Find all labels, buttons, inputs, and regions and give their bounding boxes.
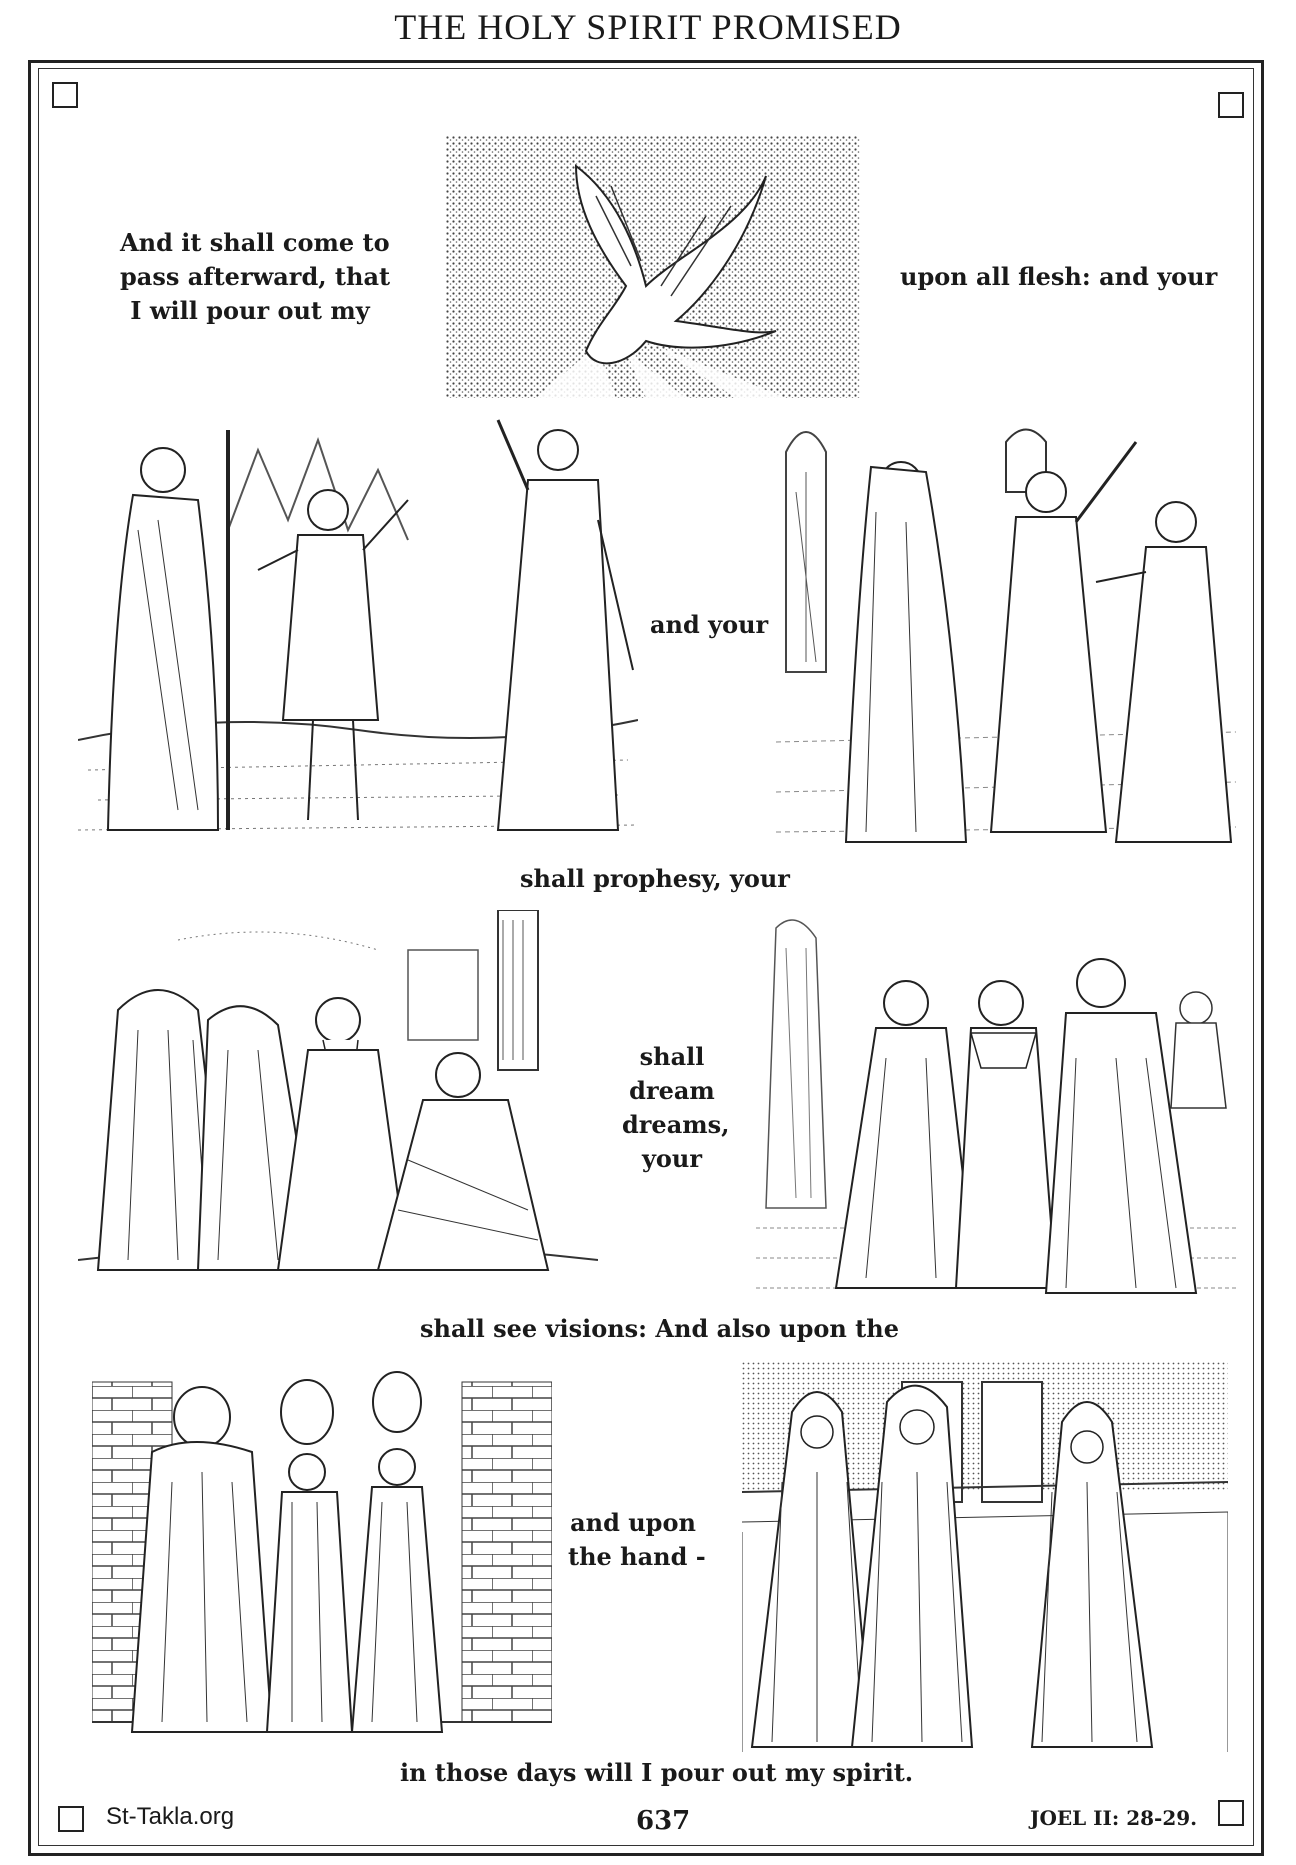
dove-icon (446, 136, 860, 398)
verse-shall-see-visions: shall see visions: And also upon the (420, 1314, 899, 1343)
verse-dream-line-2: dream (629, 1076, 715, 1105)
corner-ornament-top-right (1218, 92, 1244, 118)
handmaidens-icon (742, 1362, 1228, 1752)
page-number: 637 (636, 1806, 691, 1836)
verse-intro (120, 226, 391, 328)
young-men-visions-icon (756, 908, 1236, 1298)
verse-hand-line-2: the hand - (568, 1542, 706, 1571)
old-men-dreaming-icon (78, 910, 598, 1290)
verse-intro-line-3: I will pour out my (130, 296, 370, 325)
corner-ornament-bottom-left (58, 1806, 84, 1832)
verse-final-line: in those days will I pour out my spirit. (400, 1758, 914, 1787)
corner-ornament-bottom-right (1218, 1800, 1244, 1826)
scripture-reference: JOEL II: 28-29. (1030, 1806, 1198, 1830)
page-title: THE HOLY SPIRIT PROMISED (394, 7, 902, 47)
verse-intro-line-2: pass afterward, that (120, 262, 391, 291)
verse-hand-line-1: and upon (570, 1508, 696, 1537)
verse-shall-prophesy: shall prophesy, your (520, 864, 790, 893)
verse-intro-line-1: And it shall come to (120, 228, 390, 257)
verse-dream-line-1: shall (639, 1042, 705, 1071)
verse-shall-dream-dreams (622, 1040, 730, 1176)
verse-upon-all-flesh: upon all flesh: and your (900, 262, 1218, 291)
verse-dream-line-4: your (641, 1144, 703, 1173)
verse-dream-line-3: dreams, (622, 1110, 730, 1139)
servants-with-jars-icon (92, 1362, 552, 1752)
verse-and-upon-the-hand (568, 1506, 706, 1574)
verse-and-your-1: and your (650, 610, 769, 639)
corner-ornament-top-left (52, 82, 78, 108)
prophesying-daughters-icon (776, 412, 1236, 852)
watermark-text: St-Takla.org (106, 1803, 235, 1830)
prophesying-sons-icon (78, 410, 638, 850)
